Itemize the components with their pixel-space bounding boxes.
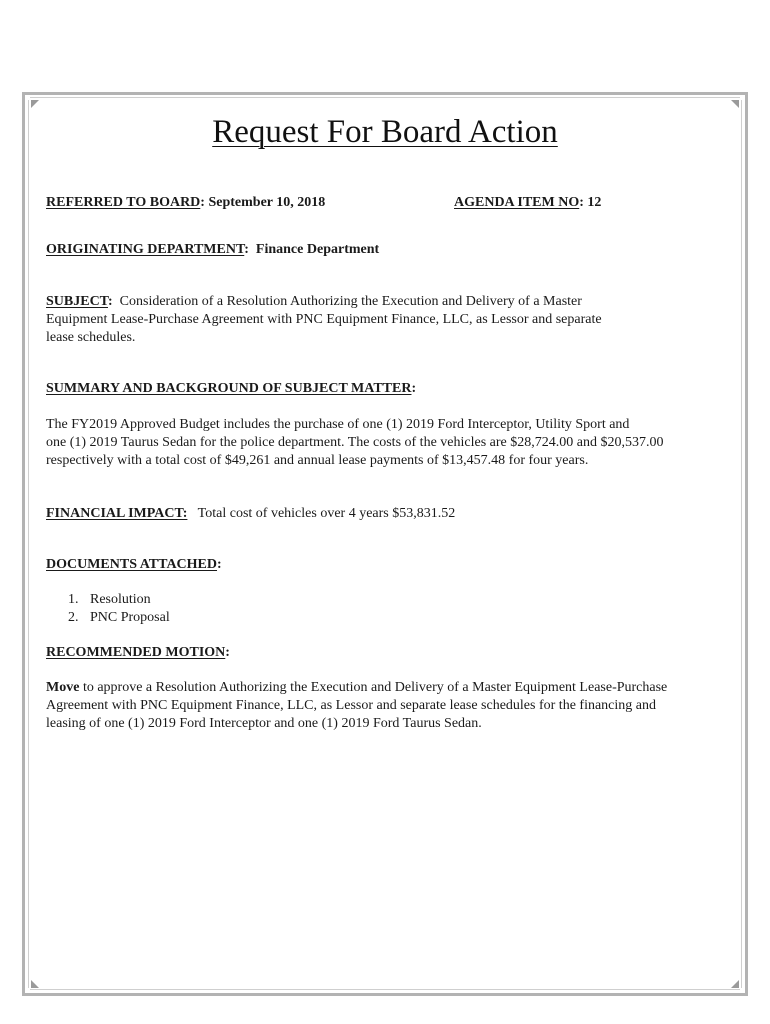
motion-line: leasing of one (1) 2019 Ford Interceptor and one (1) 2019 Ford Taurus Sedan. [46, 716, 482, 731]
motion-label: RECOMMENDED MOTION [46, 645, 226, 660]
summary-line: respectively with a total cost of $49,261 and annual lease payments of $13,457.48 for four years. [46, 453, 589, 468]
summary-line: The FY2019 Approved Budget includes the purchase of one (1) 2019 Ford Interceptor, Utility Sport and [46, 417, 630, 432]
corner-ornament-top-left [31, 100, 39, 108]
referred-label: REFERRED TO BOARD [46, 195, 201, 210]
motion-body [46, 679, 736, 733]
list-item: 2. PNC Proposal [68, 610, 170, 625]
agenda-number: 12 [587, 195, 602, 210]
department-value: Finance Department [255, 242, 380, 257]
referred-date: September 10, 2018 [208, 195, 326, 210]
summary-line: one (1) 2019 Taurus Sedan for the police department. The costs of the vehicles are $28,724.00 and $20,537.00 [46, 435, 664, 450]
corner-ornament-bottom-right [731, 980, 739, 988]
motion-lead: Move [46, 680, 80, 695]
list-item: 1. Resolution [68, 592, 151, 607]
frame-right-inner [741, 100, 742, 988]
agenda-label: AGENDA ITEM NO [454, 195, 580, 210]
frame-bottom [22, 993, 748, 996]
motion-heading: RECOMMENDED MOTION: [46, 645, 230, 660]
corner-ornament-top-right [731, 100, 739, 108]
page-title: Request For Board Action [212, 114, 558, 150]
agenda-row: AGENDA ITEM NO: 12 [454, 195, 602, 210]
subject-section: SUBJECT: Consideration of a Resolution Authorizing the Execution and Delivery of a Master Equipment Lease-Purchase Agreement with PNC Equipment Finance, LLC, as Lessor and separate lease schedules. [46, 293, 736, 347]
subject-line: Equipment Lease-Purchase Agreement with PNC Equipment Finance, LLC, as Lessor and separate [46, 312, 602, 327]
referred-row: REFERRED TO BOARD: September 10, 2018 [46, 195, 326, 210]
frame-right [745, 92, 748, 996]
summary-body [46, 416, 736, 470]
frame-left-inner [28, 100, 29, 988]
frame-top-inner [30, 97, 740, 98]
summary-heading: SUMMARY AND BACKGROUND OF SUBJECT MATTER: [46, 381, 417, 396]
subject-line: lease schedules. [46, 330, 136, 345]
financial-value: Total cost of vehicles over 4 years $53,831.52 [197, 506, 456, 521]
motion-line: to approve a Resolution Authorizing the Execution and Delivery of a Master Equipment Lease-Purchase [82, 680, 668, 695]
documents-label: DOCUMENTS ATTACHED [46, 557, 218, 572]
financial-label: FINANCIAL IMPACT: [46, 506, 188, 521]
subject-line: Consideration of a Resolution Authorizing the Execution and Delivery of a Master [119, 294, 582, 309]
financial-row [46, 505, 455, 523]
frame-top [22, 92, 748, 95]
department-row: ORIGINATING DEPARTMENT: Finance Department [46, 242, 380, 257]
corner-ornament-bottom-left [31, 980, 39, 988]
documents-list [68, 591, 170, 627]
motion-line: Agreement with PNC Equipment Finance, LLC, as Lessor and separate lease schedules for the financing and [46, 698, 656, 713]
subject-label: SUBJECT [46, 294, 108, 309]
frame-left [22, 92, 25, 996]
department-label: ORIGINATING DEPARTMENT [46, 242, 245, 257]
summary-label: SUMMARY AND BACKGROUND OF SUBJECT MATTER [46, 381, 412, 396]
frame-bottom-inner [30, 989, 740, 990]
documents-heading: DOCUMENTS ATTACHED: [46, 557, 222, 572]
